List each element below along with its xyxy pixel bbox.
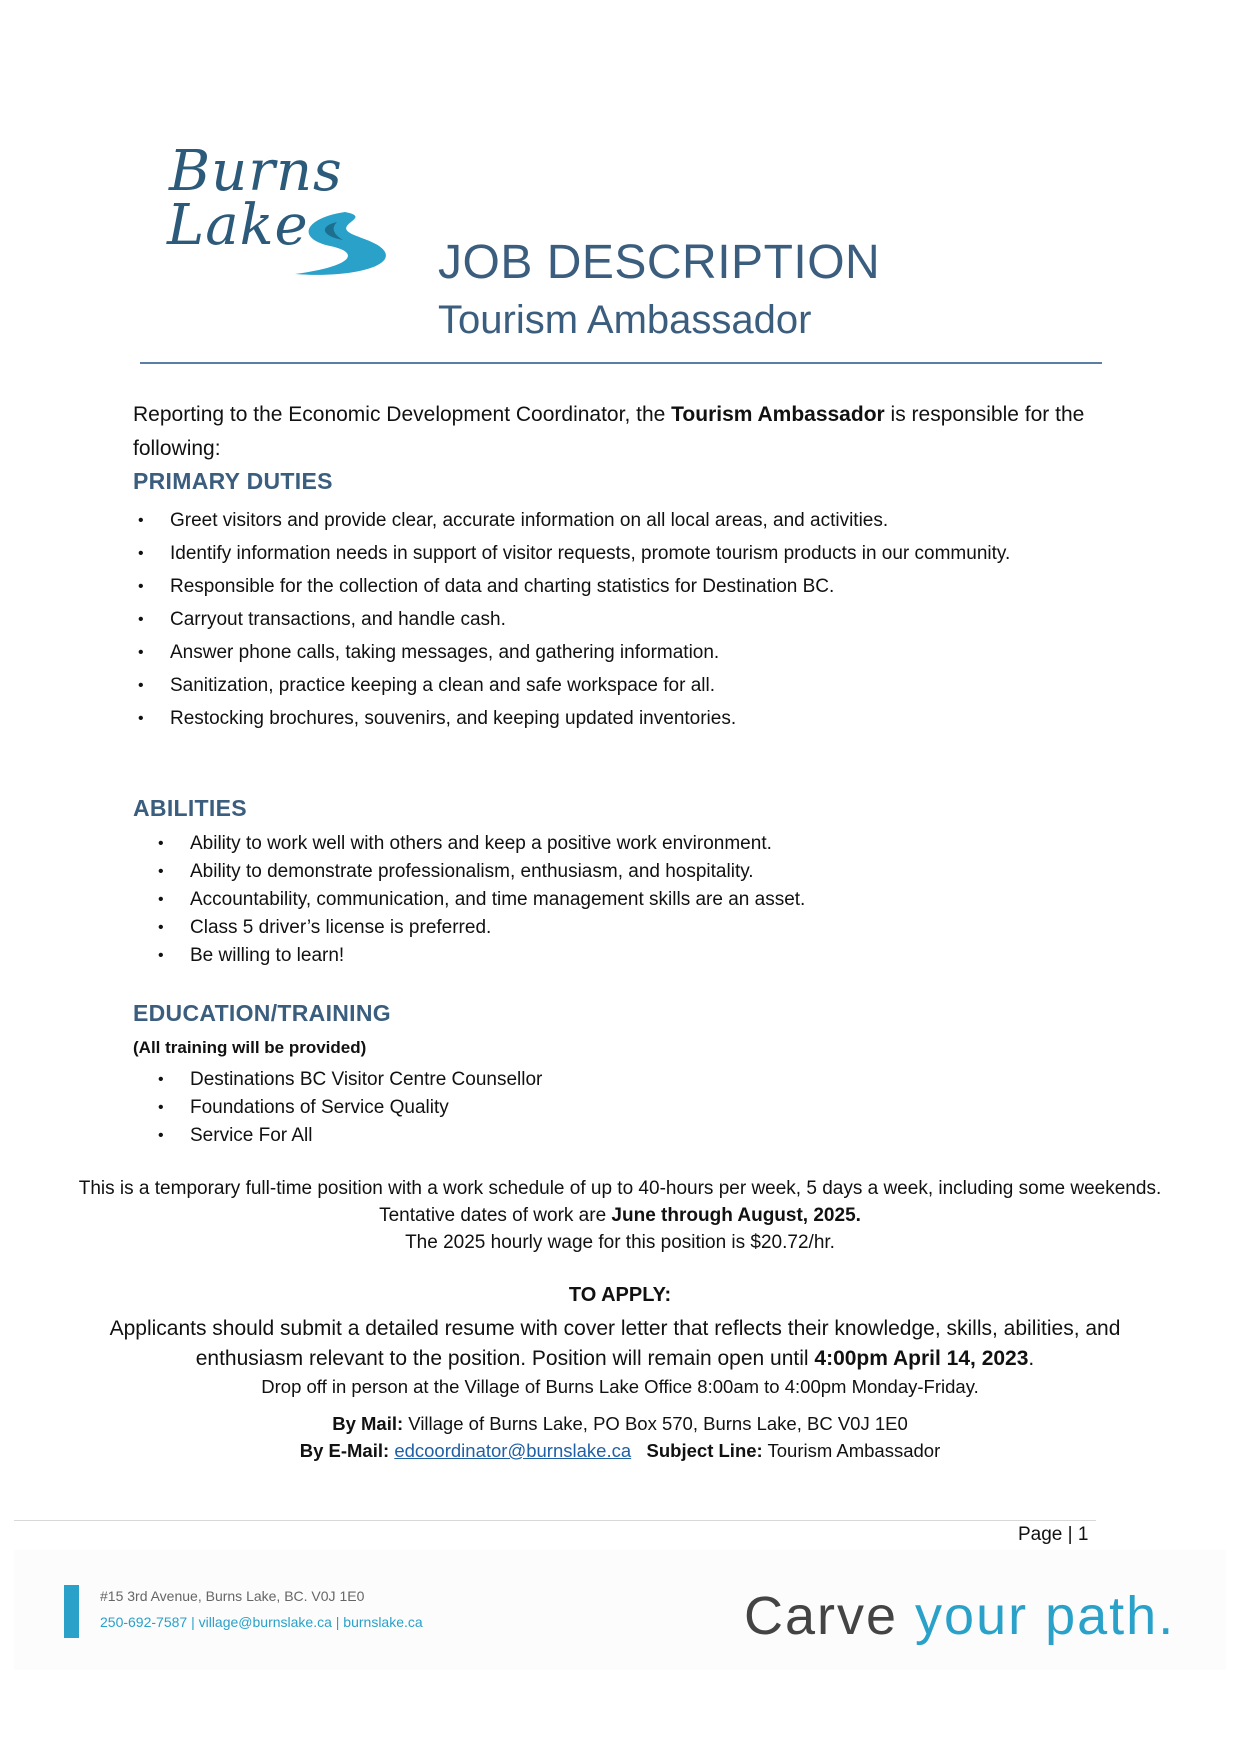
intro-text-start: Reporting to the Economic Development Coordinator, the xyxy=(133,403,672,426)
intro-role: Tourism Ambassador xyxy=(671,403,885,426)
list-item: • Answer phone calls, taking messages, and gathering information. xyxy=(170,637,1030,668)
logo-word-lake: Lake xyxy=(167,193,309,258)
abilities-heading: ABILITIES xyxy=(133,795,247,821)
title-divider xyxy=(140,362,1102,364)
list-item: • Greet visitors and provide clear, accurate information on all local areas, and activities. xyxy=(170,505,1030,536)
list-item: • Sanitization, practice keeping a clean and safe workspace for all. xyxy=(170,670,1030,701)
document-title: JOB DESCRIPTION xyxy=(438,236,881,289)
list-item: • Restocking brochures, souvenirs, and keeping updated inventories. xyxy=(170,703,1030,734)
bullet-icon: • xyxy=(138,644,144,661)
list-item: • Be willing to learn! xyxy=(190,942,1030,970)
intro-text-end: is responsible for the following: xyxy=(133,403,1085,460)
job-title: Tourism Ambassador xyxy=(438,298,812,342)
email-line: By E-Mail: edcoordinator@burnslake.ca Subject Line: Tourism Ambassador xyxy=(299,1440,941,1461)
list-item: • Identify information needs in support of visitor requests, promote tourism products in our community. xyxy=(170,538,1030,569)
bullet-icon: • xyxy=(158,1071,164,1088)
list-item: • Class 5 driver’s license is preferred. xyxy=(190,914,1030,942)
footer-address: #15 3rd Avenue, Burns Lake, BC. V0J 1E0 xyxy=(100,1588,365,1604)
to-apply-heading: TO APPLY: xyxy=(568,1284,672,1306)
mail-line: By Mail: Village of Burns Lake, PO Box 570, Burns Lake, BC V0J 1E0 xyxy=(332,1413,908,1434)
bullet-icon: • xyxy=(158,1099,164,1116)
list-item: • Carryout transactions, and handle cash. xyxy=(170,604,1030,635)
list-item: • Destinations BC Visitor Centre Counsellor xyxy=(190,1066,1030,1094)
intro-paragraph xyxy=(133,398,1093,466)
logo-word-burns: Burns xyxy=(169,139,343,204)
bullet-icon: • xyxy=(138,710,144,727)
list-item: • Accountability, communication, and time management skills are an asset. xyxy=(190,886,1030,914)
list-item: • Service For All xyxy=(190,1122,1030,1150)
employment-terms xyxy=(20,1175,1220,1256)
schedule-line: This is a temporary full-time position with a work schedule of up to 40-hours per week, 5 days a week, including some weekends. xyxy=(78,1178,1162,1199)
river-swoosh-icon xyxy=(285,208,395,278)
primary-duties-heading: PRIMARY DUTIES xyxy=(133,468,333,494)
bullet-icon: • xyxy=(158,919,164,936)
bullet-icon: • xyxy=(138,611,144,628)
footer-accent-bar xyxy=(64,1585,79,1638)
list-item: • Ability to demonstrate professionalism, enthusiasm, and hospitality. xyxy=(190,858,1030,886)
dropoff-line: Drop off in person at the Village of Burns Lake Office 8:00am to 4:00pm Monday-Friday. xyxy=(261,1376,979,1397)
bullet-icon: • xyxy=(138,545,144,562)
abilities-list xyxy=(158,830,1030,970)
primary-duties-list xyxy=(138,505,1030,736)
training-note: (All training will be provided) xyxy=(133,1038,367,1057)
bullet-icon: • xyxy=(158,835,164,852)
training-list xyxy=(158,1066,1030,1150)
dates-line: Tentative dates of work are June through August, 2025. xyxy=(379,1205,861,1226)
burns-lake-logo xyxy=(165,140,365,280)
tagline: Carve your path. xyxy=(744,1586,1176,1646)
bullet-icon: • xyxy=(158,947,164,964)
footer-contact: 250-692-7587 | village@burnslake.ca | burnslake.ca xyxy=(100,1614,423,1630)
footer-divider xyxy=(14,1520,1096,1521)
contact-methods xyxy=(20,1410,1220,1464)
closing-date: 4:00pm April 14, 2023 xyxy=(814,1347,1029,1370)
education-training-heading: EDUCATION/TRAINING xyxy=(133,1000,391,1026)
apply-instructions: Applicants should submit a detailed resume with cover letter that reflects their knowledge, skills, abilities, and enthusiasm relevant to the position. Position will remain open until 4:00pm April 14, 2023. xyxy=(109,1317,1121,1370)
work-dates: June through August, 2025. xyxy=(611,1205,861,1226)
bullet-icon: • xyxy=(158,891,164,908)
bullet-icon: • xyxy=(158,863,164,880)
page-number: Page | 1 xyxy=(1018,1524,1089,1545)
bullet-icon: • xyxy=(138,677,144,694)
bullet-icon: • xyxy=(158,1127,164,1144)
bullet-icon: • xyxy=(138,578,144,595)
email-link[interactable]: edcoordinator@burnslake.ca xyxy=(394,1440,632,1461)
wage-line: The 2025 hourly wage for this position is $20.72/hr. xyxy=(405,1232,835,1253)
list-item: • Responsible for the collection of data and charting statistics for Destination BC. xyxy=(170,571,1030,602)
bullet-icon: • xyxy=(138,512,144,529)
list-item: • Foundations of Service Quality xyxy=(190,1094,1030,1122)
list-item: • Ability to work well with others and keep a positive work environment. xyxy=(190,830,1030,858)
